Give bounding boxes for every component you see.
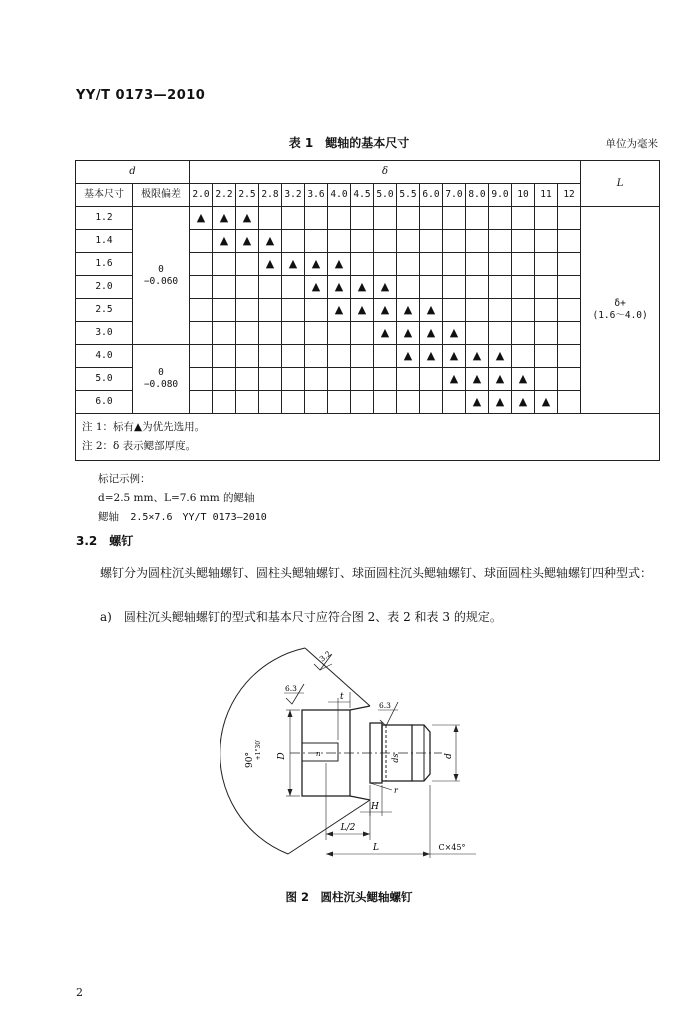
label-D: D	[277, 752, 287, 760]
empty-cell	[236, 391, 259, 414]
empty-cell	[213, 322, 236, 345]
delta-header: 4.5	[351, 184, 374, 207]
delta-header: 2.0	[190, 184, 213, 207]
delta-header: 2.5	[236, 184, 259, 207]
dimension-table	[75, 160, 660, 461]
empty-cell	[213, 299, 236, 322]
empty-cell	[305, 345, 328, 368]
empty-cell	[397, 391, 420, 414]
empty-cell	[512, 322, 535, 345]
empty-cell	[282, 368, 305, 391]
angle-arc	[220, 648, 305, 854]
label-angle-tol: +1°30′	[255, 739, 262, 761]
empty-cell	[512, 253, 535, 276]
empty-cell	[259, 322, 282, 345]
delta-header: 3.6	[305, 184, 328, 207]
preferred-mark: ▲	[489, 368, 512, 391]
empty-cell	[535, 299, 558, 322]
delta-header: 2.8	[259, 184, 282, 207]
empty-cell	[328, 368, 351, 391]
empty-cell	[213, 345, 236, 368]
empty-cell	[282, 322, 305, 345]
empty-cell	[558, 391, 581, 414]
empty-cell	[512, 230, 535, 253]
empty-cell	[213, 368, 236, 391]
preferred-mark: ▲	[420, 299, 443, 322]
empty-cell	[443, 299, 466, 322]
preferred-mark: ▲	[190, 207, 213, 230]
delta-header: 5.0	[374, 184, 397, 207]
label-rough-top: 3.2	[317, 649, 333, 664]
label-t: t	[340, 692, 344, 702]
empty-cell	[420, 276, 443, 299]
preferred-mark: ▲	[351, 276, 374, 299]
table-unit: 单位为毫米	[605, 138, 658, 150]
label-L: L	[373, 843, 379, 853]
empty-cell	[489, 230, 512, 253]
empty-cell	[535, 253, 558, 276]
delta-header: 2.2	[213, 184, 236, 207]
empty-cell	[558, 253, 581, 276]
empty-cell	[558, 299, 581, 322]
empty-cell	[512, 345, 535, 368]
empty-cell	[259, 345, 282, 368]
empty-cell	[374, 207, 397, 230]
table-notes	[76, 414, 660, 461]
basic-size-cell: 5.0	[76, 368, 133, 391]
empty-cell	[305, 230, 328, 253]
basic-size-cell: 1.2	[76, 207, 133, 230]
empty-cell	[282, 230, 305, 253]
empty-cell	[443, 391, 466, 414]
table-row	[76, 207, 660, 230]
empty-cell	[328, 391, 351, 414]
table-note2: 注 2：δ 表示鳃部厚度。	[82, 440, 197, 452]
preferred-mark: ▲	[328, 299, 351, 322]
delta-header: 7.0	[443, 184, 466, 207]
screw-drawing	[220, 640, 490, 870]
empty-cell	[420, 368, 443, 391]
empty-cell	[374, 230, 397, 253]
deviation-upper: 0	[158, 367, 164, 378]
empty-cell	[443, 207, 466, 230]
empty-cell	[489, 253, 512, 276]
preferred-mark: ▲	[259, 230, 282, 253]
empty-cell	[443, 253, 466, 276]
empty-cell	[535, 276, 558, 299]
empty-cell	[282, 276, 305, 299]
empty-cell	[282, 299, 305, 322]
marking-line2-code: 2.5×7.6 YY/T 0173—2010	[130, 512, 267, 523]
basic-size-cell: 4.0	[76, 345, 133, 368]
empty-cell	[190, 276, 213, 299]
header-L: L	[581, 161, 660, 207]
preferred-mark: ▲	[259, 253, 282, 276]
deviation-upper: 0	[158, 263, 164, 275]
cone-line-top	[305, 648, 370, 706]
preferred-mark: ▲	[213, 207, 236, 230]
limit-deviation-cell	[133, 345, 190, 414]
empty-cell	[374, 345, 397, 368]
marking-line2-name: 鳃轴	[98, 511, 119, 523]
section-paragraph: 螺钉分为圆柱沉头鳃轴螺钉、圆柱头鳃轴螺钉、球面圆柱沉头鳃轴螺钉、球面圆柱头鳃轴螺钉四种型式：	[100, 566, 653, 580]
delta-header: 6.0	[420, 184, 443, 207]
empty-cell	[236, 299, 259, 322]
table-row	[76, 345, 660, 368]
empty-cell	[305, 322, 328, 345]
preferred-mark: ▲	[512, 368, 535, 391]
preferred-mark: ▲	[374, 322, 397, 345]
empty-cell	[328, 345, 351, 368]
basic-size-cell: 3.0	[76, 322, 133, 345]
preferred-mark: ▲	[466, 345, 489, 368]
header-basic-size: 基本尺寸	[76, 184, 133, 207]
empty-cell	[236, 276, 259, 299]
empty-cell	[535, 345, 558, 368]
preferred-mark: ▲	[443, 345, 466, 368]
label-rough-left: 6.3	[285, 684, 297, 693]
preferred-mark: ▲	[328, 276, 351, 299]
empty-cell	[351, 253, 374, 276]
basic-size-cell: 1.4	[76, 230, 133, 253]
empty-cell	[374, 368, 397, 391]
preferred-mark: ▲	[443, 322, 466, 345]
empty-cell	[259, 299, 282, 322]
preferred-mark: ▲	[397, 345, 420, 368]
empty-cell	[466, 322, 489, 345]
empty-cell	[397, 276, 420, 299]
preferred-mark: ▲	[397, 299, 420, 322]
empty-cell	[305, 299, 328, 322]
preferred-mark: ▲	[213, 230, 236, 253]
empty-cell	[190, 299, 213, 322]
basic-size-cell: 2.5	[76, 299, 133, 322]
preferred-mark: ▲	[420, 322, 443, 345]
marking-heading: 标记示例：	[98, 473, 151, 485]
label-rough-right: 6.3	[379, 701, 391, 710]
empty-cell	[420, 253, 443, 276]
empty-cell	[512, 207, 535, 230]
preferred-mark: ▲	[443, 368, 466, 391]
delta-header: 11	[535, 184, 558, 207]
empty-cell	[489, 207, 512, 230]
preferred-mark: ▲	[535, 391, 558, 414]
empty-cell	[328, 207, 351, 230]
empty-cell	[328, 230, 351, 253]
preferred-mark: ▲	[374, 299, 397, 322]
figure-caption: 图 2 圆柱沉头鳃轴螺钉	[285, 890, 413, 904]
empty-cell	[558, 322, 581, 345]
empty-cell	[466, 207, 489, 230]
deviation-lower: −0.060	[143, 275, 179, 287]
table-note1: 注 1：标有▲为优先选用。	[82, 421, 206, 433]
preferred-mark: ▲	[236, 207, 259, 230]
delta-header: 4.0	[328, 184, 351, 207]
delta-header: 10	[512, 184, 535, 207]
empty-cell	[259, 391, 282, 414]
empty-cell	[305, 207, 328, 230]
empty-cell	[190, 253, 213, 276]
empty-cell	[213, 391, 236, 414]
preferred-mark: ▲	[328, 253, 351, 276]
preferred-mark: ▲	[489, 391, 512, 414]
empty-cell	[558, 230, 581, 253]
empty-cell	[282, 207, 305, 230]
empty-cell	[190, 345, 213, 368]
empty-cell	[420, 391, 443, 414]
L-value-line1: δ+	[614, 298, 626, 309]
page-number: 2	[76, 986, 83, 999]
empty-cell	[282, 345, 305, 368]
empty-cell	[558, 276, 581, 299]
empty-cell	[420, 207, 443, 230]
preferred-mark: ▲	[420, 345, 443, 368]
empty-cell	[512, 299, 535, 322]
marking-example	[98, 470, 267, 527]
empty-cell	[443, 276, 466, 299]
empty-cell	[305, 391, 328, 414]
empty-cell	[259, 368, 282, 391]
L-value-cell	[581, 207, 660, 414]
empty-cell	[466, 230, 489, 253]
list-item-a: a) 圆柱沉头鳃轴螺钉的型式和基本尺寸应符合图 2、表 2 和表 3 的规定。	[100, 610, 502, 624]
empty-cell	[190, 230, 213, 253]
section-heading: 3.2 螺钉	[76, 534, 134, 548]
empty-cell	[535, 322, 558, 345]
empty-cell	[558, 345, 581, 368]
empty-cell	[397, 230, 420, 253]
preferred-mark: ▲	[374, 276, 397, 299]
empty-cell	[190, 322, 213, 345]
delta-header: 9.0	[489, 184, 512, 207]
empty-cell	[535, 207, 558, 230]
preferred-mark: ▲	[236, 230, 259, 253]
label-ds: ds	[391, 753, 400, 763]
empty-cell	[466, 253, 489, 276]
notes-row	[76, 414, 660, 461]
empty-cell	[282, 391, 305, 414]
empty-cell	[351, 345, 374, 368]
delta-header: 12	[558, 184, 581, 207]
delta-header: 8.0	[466, 184, 489, 207]
empty-cell	[535, 368, 558, 391]
preferred-mark: ▲	[466, 368, 489, 391]
label-n: n	[316, 750, 321, 758]
empty-cell	[259, 207, 282, 230]
empty-cell	[512, 276, 535, 299]
empty-cell	[489, 276, 512, 299]
empty-cell	[558, 368, 581, 391]
preferred-mark: ▲	[282, 253, 305, 276]
table-title: 表 1 鳃轴的基本尺寸	[288, 136, 410, 150]
empty-cell	[443, 230, 466, 253]
preferred-mark: ▲	[489, 345, 512, 368]
empty-cell	[397, 253, 420, 276]
empty-cell	[466, 299, 489, 322]
empty-cell	[420, 230, 443, 253]
preferred-mark: ▲	[305, 253, 328, 276]
empty-cell	[535, 230, 558, 253]
label-angle: 90°	[245, 752, 255, 768]
preferred-mark: ▲	[351, 299, 374, 322]
standard-code: YY/T 0173—2010	[76, 88, 206, 103]
empty-cell	[236, 253, 259, 276]
empty-cell	[259, 276, 282, 299]
label-r: r	[394, 786, 398, 795]
empty-cell	[558, 207, 581, 230]
empty-cell	[328, 322, 351, 345]
empty-cell	[351, 322, 374, 345]
empty-cell	[466, 276, 489, 299]
empty-cell	[213, 276, 236, 299]
header-delta: δ	[190, 161, 581, 184]
empty-cell	[236, 368, 259, 391]
preferred-mark: ▲	[466, 391, 489, 414]
empty-cell	[351, 230, 374, 253]
preferred-mark: ▲	[512, 391, 535, 414]
empty-cell	[351, 368, 374, 391]
preferred-mark: ▲	[305, 276, 328, 299]
marking-line1: d=2.5 mm、L=7.6 mm 的鳃轴	[98, 492, 255, 504]
empty-cell	[190, 368, 213, 391]
empty-cell	[236, 345, 259, 368]
empty-cell	[374, 253, 397, 276]
empty-cell	[397, 368, 420, 391]
empty-cell	[305, 368, 328, 391]
L-value-line2: (1.6～4.0)	[592, 310, 648, 321]
empty-cell	[190, 391, 213, 414]
label-H: H	[371, 802, 379, 812]
empty-cell	[351, 207, 374, 230]
header-d: d	[76, 161, 190, 184]
label-L-half: L/2	[340, 823, 356, 833]
header-limit-deviation: 极限偏差	[133, 184, 190, 207]
label-d: d	[444, 753, 454, 759]
delta-header: 3.2	[282, 184, 305, 207]
basic-size-cell: 6.0	[76, 391, 133, 414]
empty-cell	[213, 253, 236, 276]
preferred-mark: ▲	[397, 322, 420, 345]
label-chamfer: C×45°	[438, 843, 466, 852]
empty-cell	[236, 322, 259, 345]
delta-header: 5.5	[397, 184, 420, 207]
deviation-lower: −0.080	[143, 379, 179, 390]
cone-line-bottom	[288, 800, 370, 854]
empty-cell	[489, 322, 512, 345]
empty-cell	[397, 207, 420, 230]
limit-deviation-cell	[133, 207, 190, 345]
basic-size-cell: 2.0	[76, 276, 133, 299]
empty-cell	[489, 299, 512, 322]
empty-cell	[351, 391, 374, 414]
basic-size-cell: 1.6	[76, 253, 133, 276]
marking-line2	[98, 508, 267, 527]
empty-cell	[374, 391, 397, 414]
